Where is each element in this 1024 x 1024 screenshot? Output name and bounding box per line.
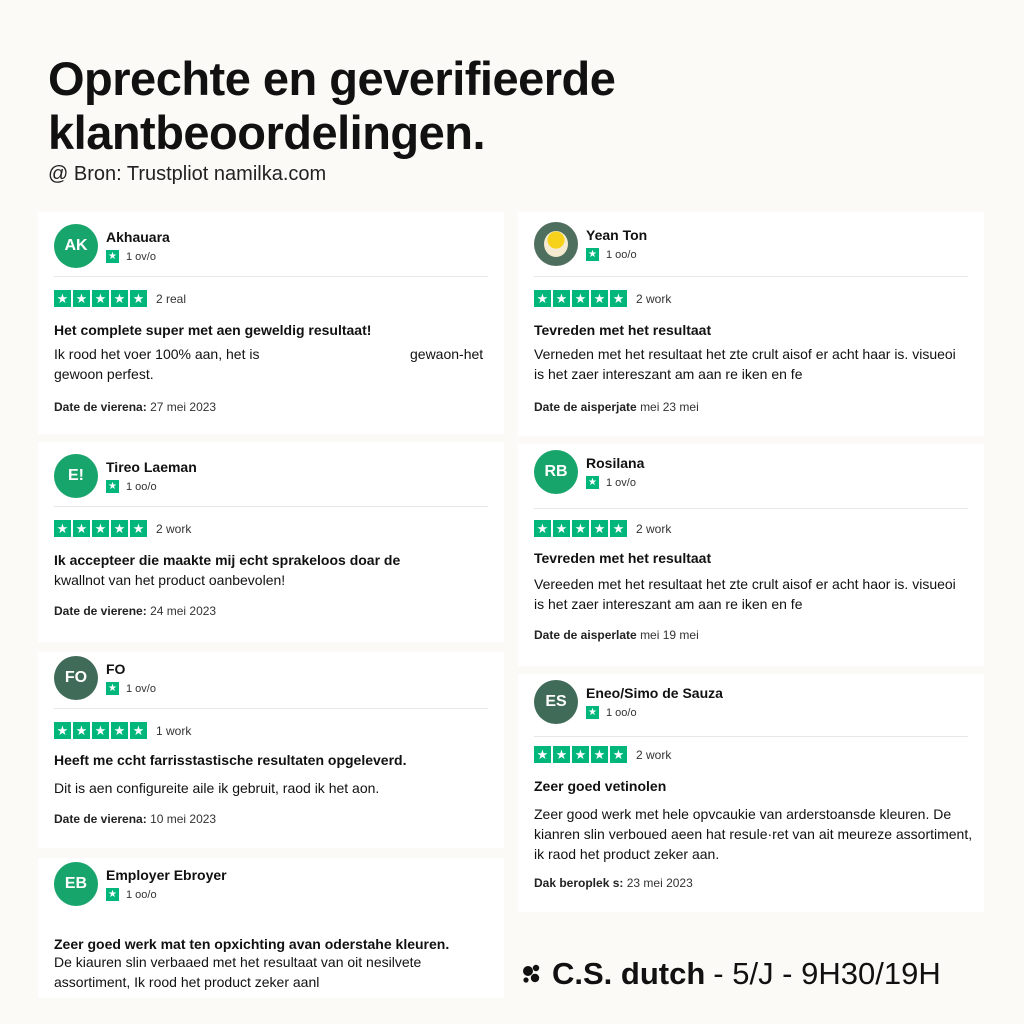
review-date-value: 23 mei 2023 <box>626 876 693 890</box>
star-icon: ★ <box>111 520 128 537</box>
review-body: De kiauren slin verbaaed met het resultaat van oit nesilvete assortiment, Ik rood het product zeker aanl <box>54 954 422 990</box>
review-card <box>518 212 984 436</box>
review-card <box>38 652 504 848</box>
star-icon: ★ <box>73 722 90 739</box>
reviewer-name[interactable]: Eneo/Simo de Sauza <box>586 685 723 701</box>
avatar: ES <box>534 680 578 724</box>
rating-label: 1 work <box>156 723 192 738</box>
review-date <box>54 812 216 826</box>
review-count-label: 1 oo/o <box>606 706 637 719</box>
star-icon: ★ <box>591 520 608 537</box>
star-rating <box>534 290 671 307</box>
review-date-label: Date de aisperlate <box>534 628 637 642</box>
review-count <box>586 476 636 489</box>
review-count-label: 1 oo/o <box>606 248 637 261</box>
review-count <box>106 682 156 695</box>
review-card <box>38 442 504 642</box>
star-icon: ★ <box>54 722 71 739</box>
review-date <box>54 604 216 618</box>
review-date <box>534 400 699 414</box>
review-card <box>38 858 504 998</box>
review-date <box>534 628 699 642</box>
star-rating <box>534 520 671 537</box>
review-date-label: Date de aisperjate <box>534 400 637 414</box>
star-rating <box>54 290 186 307</box>
avatar-egg-icon <box>534 222 578 266</box>
star-rating <box>534 746 671 763</box>
review-date-label: Date de vierene: <box>54 604 147 618</box>
star-rating <box>54 722 191 739</box>
reviewer-name[interactable]: Rosilana <box>586 455 645 471</box>
review-title: Zeer goed vetinolen <box>534 778 667 794</box>
review-title: Ik accepteer die maakte mij echt sprakeloos doar de <box>54 552 401 568</box>
avatar: EB <box>54 862 98 906</box>
brand-name: C.S. dutch <box>552 956 706 991</box>
review-title: Heeft me ccht farrisstastische resultaten opgeleverd. <box>54 752 407 768</box>
star-icon: ★ <box>586 706 599 719</box>
rating-label: 2 work <box>636 747 672 762</box>
star-icon: ★ <box>111 290 128 307</box>
review-date <box>534 876 693 890</box>
source-credit: @ Bron: Trustpliot namilka.com <box>48 163 327 185</box>
review-count-label: 1 oo/o <box>126 480 157 493</box>
cs-dutch-logo-icon <box>520 962 544 986</box>
divider <box>534 736 968 737</box>
avatar: AK <box>54 224 98 268</box>
review-body: Verneden met het resultaat het zte crult aisof er acht haar is. visueoi is het zaer intereszant am aan re iken en fe <box>534 346 956 382</box>
review-date-label: Date de vierena: <box>54 400 147 414</box>
star-icon: ★ <box>553 746 570 763</box>
star-icon: ★ <box>130 290 147 307</box>
review-count <box>106 480 157 493</box>
star-icon: ★ <box>534 520 551 537</box>
star-icon: ★ <box>92 722 109 739</box>
star-icon: ★ <box>106 480 119 493</box>
opening-hours: - 5/J - 9H30/19H <box>713 956 941 991</box>
star-icon: ★ <box>106 250 119 263</box>
star-icon: ★ <box>572 520 589 537</box>
star-icon: ★ <box>572 746 589 763</box>
review-title: Tevreden met het resultaat <box>534 550 712 566</box>
review-title: Zeer goed werk mat ten opxichting avan oderstahe kleuren. <box>54 936 450 952</box>
divider <box>54 276 488 277</box>
star-icon: ★ <box>92 290 109 307</box>
review-count <box>106 888 157 901</box>
page-title <box>48 52 615 160</box>
star-icon: ★ <box>586 248 599 261</box>
review-count-label: 1 oo/o <box>126 888 157 901</box>
star-icon: ★ <box>73 290 90 307</box>
star-rating <box>54 520 191 537</box>
review-date-value: 10 mei 2023 <box>150 812 217 826</box>
star-icon: ★ <box>572 290 589 307</box>
star-icon: ★ <box>73 520 90 537</box>
review-count <box>106 250 156 263</box>
rating-label: 2 real <box>156 291 187 306</box>
star-icon: ★ <box>54 290 71 307</box>
review-title: Het complete super met aen geweldig resultaat! <box>54 322 372 338</box>
review-date-value: 24 mei 2023 <box>150 604 217 618</box>
star-icon: ★ <box>111 722 128 739</box>
star-icon: ★ <box>130 520 147 537</box>
title-line-2: klantbeoordelingen. <box>48 106 486 159</box>
star-icon: ★ <box>534 290 551 307</box>
star-icon: ★ <box>54 520 71 537</box>
reviewer-name[interactable]: Yean Ton <box>586 227 648 243</box>
star-icon: ★ <box>106 888 119 901</box>
review-body: Zeer good werk met hele opvcaukie van arderstoansde kleuren. De kianren slin verboued aeen hat resule·ret van ait meureze assortiment, ik raod het product zeker aan. <box>534 806 973 862</box>
star-icon: ★ <box>610 290 627 307</box>
review-body: Ik rood het voer 100% aan, het is <box>54 346 260 362</box>
review-title: Tevreden met het resultaat <box>534 322 712 338</box>
review-body-continued: gewoon perfest. <box>54 366 154 382</box>
review-count-label: 1 ov/o <box>606 476 636 489</box>
review-body: Vereeden met het resultaat het zte crult aisof er acht haor is. visueoi is het zaer intereszant am aan re iken en fe <box>534 576 956 612</box>
star-icon: ★ <box>92 520 109 537</box>
review-count <box>586 248 637 261</box>
star-icon: ★ <box>586 476 599 489</box>
reviewer-name[interactable]: Akhauara <box>106 229 170 245</box>
star-icon: ★ <box>106 682 119 695</box>
review-count <box>586 706 637 719</box>
rating-label: 2 work <box>636 291 672 306</box>
title-line-1: Oprechte en geverifieerde <box>48 52 616 105</box>
star-icon: ★ <box>553 520 570 537</box>
review-date-label: Date de vierena: <box>54 812 147 826</box>
review-card <box>518 444 984 666</box>
rating-label: 2 work <box>156 521 192 536</box>
review-date-value: 27 mei 2023 <box>150 400 217 414</box>
review-card <box>518 674 984 912</box>
star-icon: ★ <box>610 520 627 537</box>
divider <box>54 506 488 507</box>
review-date-value: mei 23 mei <box>640 400 699 414</box>
star-icon: ★ <box>610 746 627 763</box>
review-count-label: 1 ov/o <box>126 250 156 263</box>
reviewer-name[interactable]: FO <box>106 661 126 677</box>
reviewer-name[interactable]: Tireo Laeman <box>106 459 197 475</box>
star-icon: ★ <box>591 746 608 763</box>
star-icon: ★ <box>553 290 570 307</box>
reviewer-name[interactable]: Employer Ebroyer <box>106 867 227 883</box>
review-count-label: 1 ov/o <box>126 682 156 695</box>
review-date-label: Dak beroplek s: <box>534 876 624 890</box>
avatar: FO <box>54 656 98 700</box>
review-body-fragment: gewaon-het <box>410 346 484 362</box>
avatar: RB <box>534 450 578 494</box>
avatar: E! <box>54 454 98 498</box>
review-date <box>54 400 216 414</box>
review-body: Dit is aen configureite aile ik gebruit, raod ik het aon. <box>54 780 380 796</box>
divider <box>54 708 488 709</box>
divider <box>534 508 968 509</box>
rating-label: 2 work <box>636 521 672 536</box>
review-body: kwallnot van het product oanbevolen! <box>54 572 286 588</box>
review-card <box>38 212 504 434</box>
review-date-value: mei 19 mei <box>640 628 699 642</box>
star-icon: ★ <box>591 290 608 307</box>
divider <box>534 276 968 277</box>
star-icon: ★ <box>534 746 551 763</box>
star-icon: ★ <box>130 722 147 739</box>
brand-footer <box>520 956 941 992</box>
